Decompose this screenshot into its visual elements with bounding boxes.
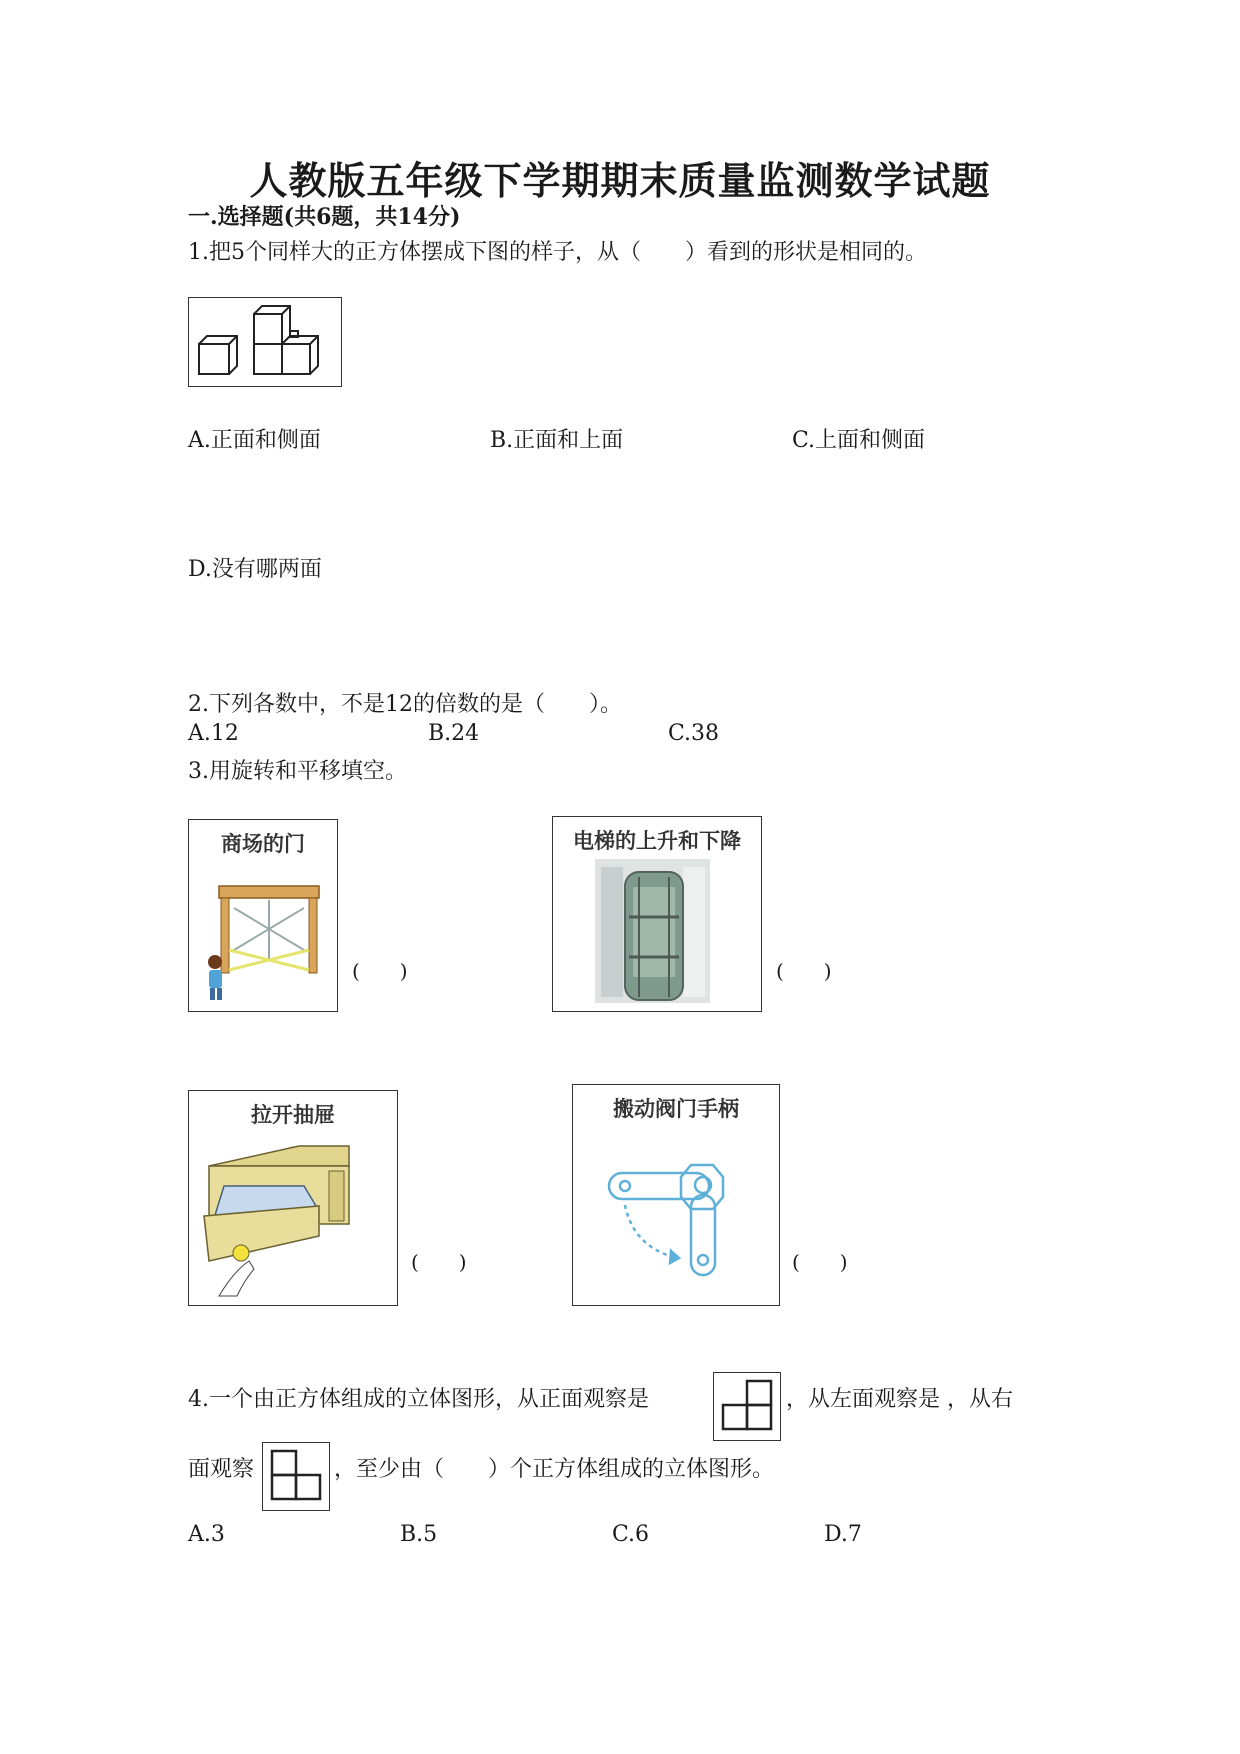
elevator-photo xyxy=(553,817,760,1010)
drawer-caption: 拉开抽屉 xyxy=(251,1102,335,1127)
question-2-option-c[interactable]: C.38 xyxy=(668,721,720,746)
right-view-shape xyxy=(263,1443,328,1509)
section-heading: 一.选择题(共6题，共14分) xyxy=(188,204,461,230)
question-4-text-part4: ，至少由（ ）个正方体组成的立体图形。 xyxy=(334,1457,775,1482)
question-4-text-part3: 面观察 xyxy=(188,1457,255,1482)
mall-door-image xyxy=(188,819,338,1012)
front-view-figure xyxy=(713,1372,781,1441)
page-title: 人教版五年级下学期期末质量监测数学试题 xyxy=(249,158,991,203)
drawer-illustration xyxy=(189,1091,396,1304)
mall-door-answer-blank[interactable]: ( ) xyxy=(352,959,408,983)
elevator-caption: 电梯的上升和下降 xyxy=(573,828,741,853)
question-4-option-b[interactable]: B.5 xyxy=(400,1522,438,1547)
right-view-figure xyxy=(262,1442,330,1511)
valve-handle-answer-blank[interactable]: ( ) xyxy=(792,1250,848,1274)
elevator-answer-blank[interactable]: ( ) xyxy=(776,959,832,983)
drawer-answer-blank[interactable]: ( ) xyxy=(411,1250,467,1274)
question-1-text: 1.把5个同样大的正方体摆成下图的样子，从（ ）看到的形状是相同的。 xyxy=(188,240,927,265)
elevator-image xyxy=(552,816,762,1012)
question-3-text: 3.用旋转和平移填空。 xyxy=(188,759,407,784)
question-1-option-b[interactable]: B.正面和上面 xyxy=(490,428,624,453)
question-2-option-a[interactable]: A.12 xyxy=(188,721,239,746)
question-1-option-d[interactable]: D.没有哪两面 xyxy=(188,557,322,582)
valve-handle-illustration xyxy=(573,1085,778,1304)
question-1-option-a[interactable]: A.正面和侧面 xyxy=(188,428,321,453)
cubes-drawing xyxy=(189,298,340,385)
mall-door-caption: 商场的门 xyxy=(221,831,305,856)
question-4-text-part2: ，从左面观察是 ，从右 xyxy=(786,1387,1013,1412)
valve-handle-caption: 搬动阀门手柄 xyxy=(613,1096,739,1121)
drawer-image xyxy=(188,1090,398,1306)
question-4-option-d[interactable]: D.7 xyxy=(824,1522,862,1547)
revolving-door-illustration xyxy=(189,820,336,1010)
question-1-option-c[interactable]: C.上面和侧面 xyxy=(792,428,926,453)
question-1-cubes-figure xyxy=(188,297,342,387)
question-2-text: 2.下列各数中，不是12的倍数的是（ ）。 xyxy=(188,692,622,717)
question-4-option-a[interactable]: A.3 xyxy=(188,1522,225,1547)
question-4-option-c[interactable]: C.6 xyxy=(612,1522,650,1547)
valve-handle-image xyxy=(572,1084,780,1306)
question-4-text-part1: 4.一个由正方体组成的立体图形，从正面观察是 xyxy=(188,1387,649,1412)
front-view-shape xyxy=(714,1373,779,1439)
question-2-option-b[interactable]: B.24 xyxy=(428,721,480,746)
